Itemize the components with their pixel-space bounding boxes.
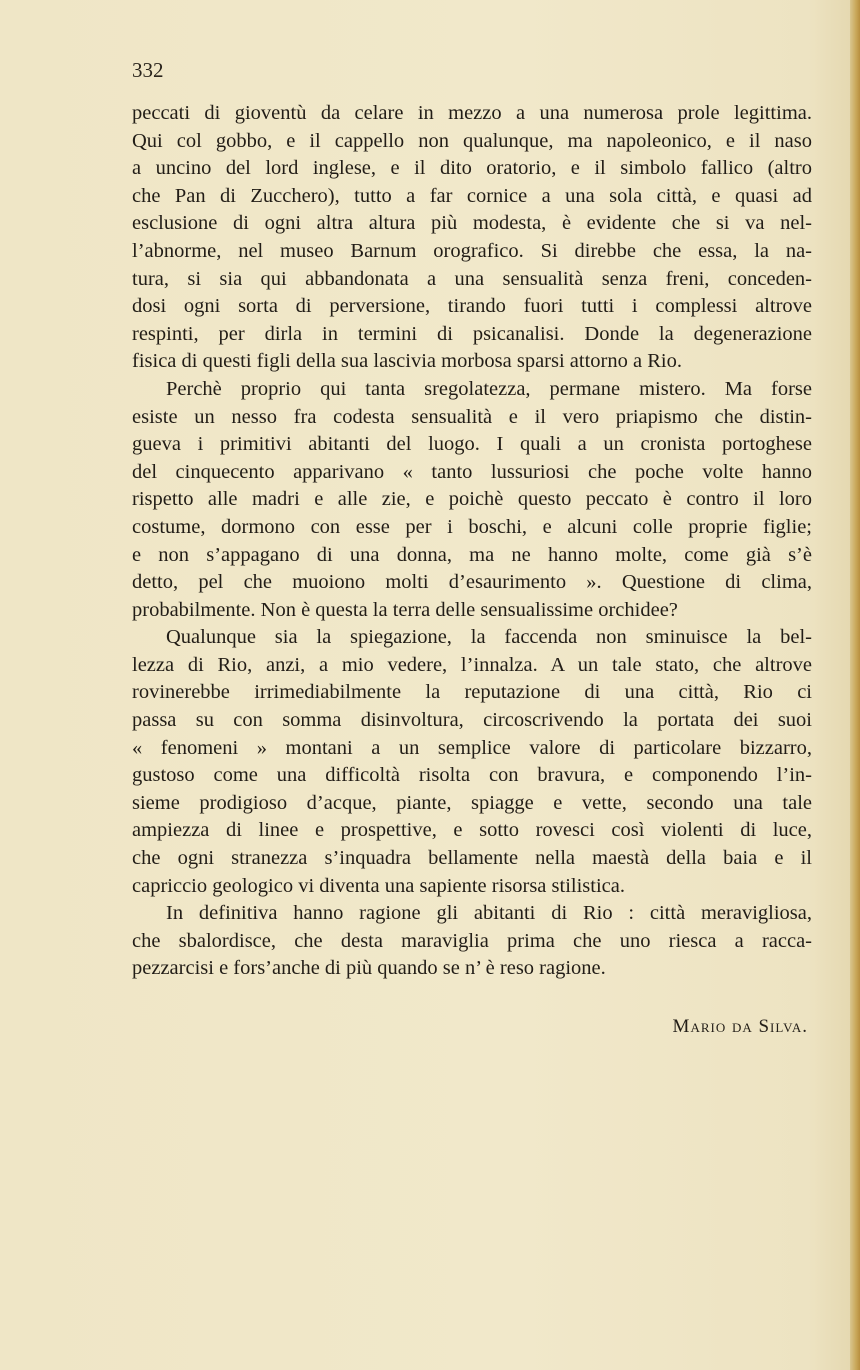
text-line: peccati di gioventù da celare in mezzo a una numerosa prole legittima. [132,102,812,124]
text-line: ampiezza di linee e prospettive, e sotto rovesci così violenti di luce, [132,819,812,842]
text-line: gustoso come una difficoltà risolta con bravura, e componendo l’in- [132,764,812,787]
text-line: rispetto alle madri e alle zie, e poichè questo peccato è contro il loro [132,488,812,511]
text-line: tura, si sia qui abbandonata a una sensualità senza freni, conceden- [132,267,812,290]
text-line: che Pan di Zucchero), tutto a far cornice a una sola città, e quasi ad [132,184,812,207]
text-line: costume, dormono con esse per i boschi, e alcuni colle proprie figlie; [132,515,812,538]
text-line: detto, pel che muoiono molti d’esaurimento ». Questione di clima, [132,571,812,594]
text-line: che ogni stranezza s’inquadra bellamente nella maestà della baia e il [132,847,812,870]
text-line: gueva i primitivi abitanti del luogo. I quali a un cronista portoghese [132,433,812,456]
page-edge [850,0,860,1370]
text-line: respinti, per dirla in termini di psicanalisi. Donde la degenerazione [132,322,812,345]
text-line: dosi ogni sorta di perversione, tirando fuori tutti i complessi altrove [132,295,812,318]
text-line: Qui col gobbo, e il cappello non qualunque, ma napoleonico, e il naso [132,129,812,152]
text-line: passa su con somma disinvoltura, circoscrivendo la portata dei suoi [132,709,812,732]
text-line: l’abnorme, nel museo Barnum orografico. Si direbbe che essa, la na- [132,239,812,262]
text-line: In definitiva hanno ragione gli abitanti di Rio : città meravigliosa, [166,902,812,925]
text-line: e non s’appagano di una donna, ma ne hanno molte, come già s’è [132,543,812,566]
text-line: pezzarcisi e fors’anche di più quando se n’ è reso ragione. [132,957,606,980]
text-line: lezza di Rio, anzi, a mio vedere, l’innalza. A un tale stato, che altrove [132,653,812,676]
page-number: 332 [132,58,164,82]
text-line: « fenomeni » montani a un semplice valore di particolare bizzarro, [132,736,812,759]
text-line: esclusione di ogni altra altura più modesta, è evidente che si va nel- [132,212,812,235]
text-line: che sbalordisce, che desta maraviglia prima che uno riesca a racca- [132,929,812,952]
text-line: del cinquecento apparivano « tanto lussuriosi che poche volte hanno [132,460,812,483]
text-line: capriccio geologico vi diventa una sapiente risorsa stilistica. [132,874,625,897]
text-line: Qualunque sia la spiegazione, la faccenda non sminuisce la bel- [166,626,812,649]
text-line: fisica di questi figli della sua lascivia morbosa sparsi attorno a Rio. [132,350,682,373]
text-line: Perchè proprio qui tanta sregolatezza, permane mistero. Ma forse [166,377,812,400]
author-signature: Mario da Silva. [672,1016,808,1037]
text-line: probabilmente. Non è questa la terra delle sensualissime orchidee? [132,598,678,621]
text-line: sieme prodigioso d’acque, piante, spiagge e vette, secondo una tale [132,791,812,814]
text-line: a uncino del lord inglese, e il dito oratorio, e il simbolo fallico (altro [132,157,812,180]
text-line: rovinerebbe irrimediabilmente la reputazione di una città, Rio ci [132,681,812,704]
body-text [132,100,812,983]
text-line: esiste un nesso fra codesta sensualità e il vero priapismo che distin- [132,405,812,428]
